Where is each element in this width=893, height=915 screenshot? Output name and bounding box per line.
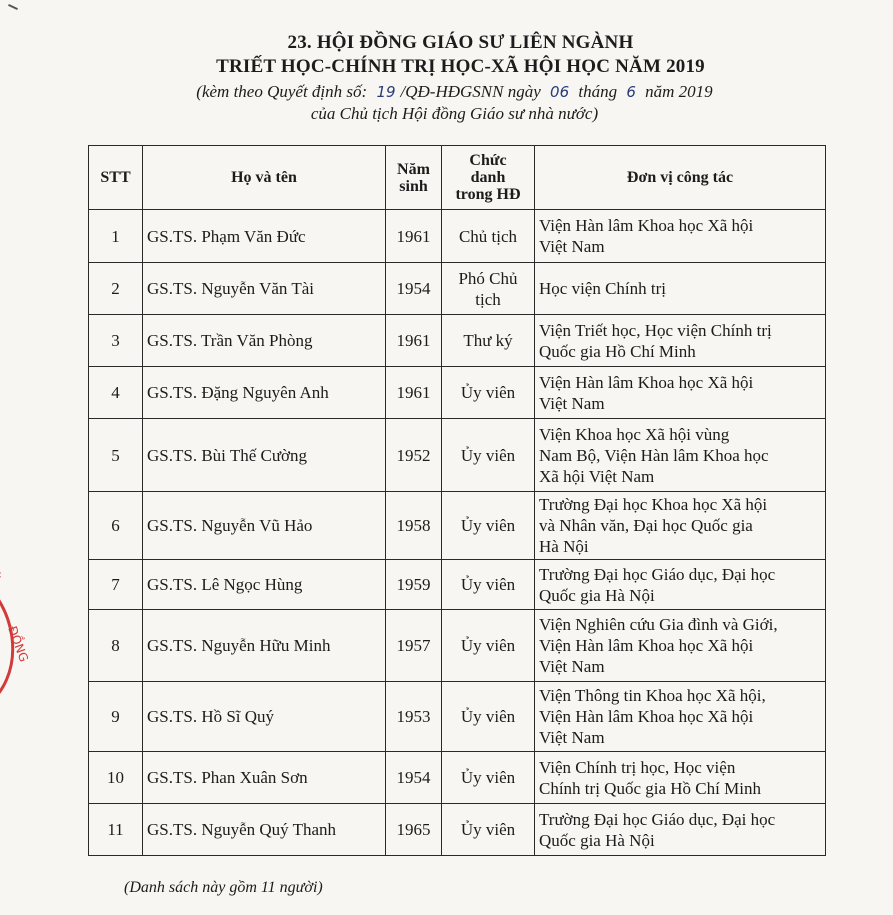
table-body xyxy=(89,210,826,856)
table-row xyxy=(89,367,826,419)
cell-name: GS.TS. Trần Văn Phòng xyxy=(143,315,386,367)
table-row xyxy=(89,315,826,367)
table-row xyxy=(89,210,826,263)
cell-birth-year: 1961 xyxy=(386,315,442,367)
org-line: Việt Nam xyxy=(539,237,605,256)
org-line: Viện Hàn lâm Khoa học Xã hội xyxy=(539,372,754,392)
decision-number: 19 xyxy=(376,83,396,101)
org-line: Trường Đại học Giáo dục, Đại học xyxy=(539,809,776,829)
cell-stt: 10 xyxy=(89,752,143,804)
cell-name: GS.TS. Hồ Sĩ Quý xyxy=(143,682,386,752)
table-row xyxy=(89,752,826,804)
scan-mark xyxy=(8,4,18,10)
seal-star-icon xyxy=(0,568,2,584)
cell-stt: 6 xyxy=(89,492,143,560)
table-row xyxy=(89,560,826,610)
decision-month: 6 xyxy=(626,83,636,101)
cell-stt: 3 xyxy=(89,315,143,367)
cell-role: Ủy viên xyxy=(442,752,535,804)
cell-name: GS.TS. Bùi Thế Cường xyxy=(143,419,386,492)
header-name: Họ và tên xyxy=(143,146,386,210)
council-subject: TRIẾT HỌC-CHÍNH TRỊ HỌC-XÃ HỘI HỌC NĂM 2019 xyxy=(216,56,705,77)
cell-role: Ủy viên xyxy=(442,610,535,682)
cell-role: Ủy viên xyxy=(442,560,535,610)
header-role-l3: trong HĐ xyxy=(455,186,521,203)
cell-org xyxy=(535,560,826,610)
cell-name: GS.TS. Nguyễn Quý Thanh xyxy=(143,804,386,856)
cell-org xyxy=(535,210,826,263)
cell-birth-year: 1961 xyxy=(386,210,442,263)
cell-role: Chủ tịch xyxy=(442,210,535,263)
header-birth-year-l2: sinh xyxy=(399,177,428,195)
cell-name: GS.TS. Phan Xuân Sơn xyxy=(143,752,386,804)
cell-stt: 1 xyxy=(89,210,143,263)
cell-name: GS.TS. Đặng Nguyên Anh xyxy=(143,367,386,419)
org-line: Viện Thông tin Khoa học Xã hội, xyxy=(539,686,766,705)
org-line: Viện Hàn lâm Khoa học Xã hội xyxy=(539,707,754,726)
cell-org xyxy=(535,419,826,492)
org-line: Trường Đại học Giáo dục, Đại học xyxy=(539,564,776,584)
cell-stt: 8 xyxy=(89,610,143,682)
decision-year: năm 2019 xyxy=(645,82,713,101)
org-line: Viện Hàn lâm Khoa học Xã hội xyxy=(539,636,754,655)
cell-role: Ủy viên xyxy=(442,419,535,492)
org-line: Viện Chính trị học, Học viện xyxy=(539,757,736,777)
cell-role: Ủy viên xyxy=(442,492,535,560)
cell-org xyxy=(535,315,826,367)
cell-org xyxy=(535,682,826,752)
cell-role: Thư ký xyxy=(442,315,535,367)
cell-birth-year: 1958 xyxy=(386,492,442,560)
council-members-table xyxy=(88,145,826,856)
decision-issuer: của Chủ tịch Hội đồng Giáo sư nhà nước) xyxy=(310,104,599,123)
decision-month-label: tháng xyxy=(578,82,618,101)
cell-org xyxy=(535,367,826,419)
org-line: Quốc gia Hà Nội xyxy=(539,585,655,605)
org-line: Viện Triết học, Học viện Chính trị xyxy=(539,320,772,340)
org-line: Xã hội Việt Nam xyxy=(539,466,655,486)
cell-birth-year: 1961 xyxy=(386,367,442,419)
decision-day: 06 xyxy=(550,83,570,101)
org-line: Viện Hàn lâm Khoa học Xã hội xyxy=(539,216,754,235)
cell-stt: 9 xyxy=(89,682,143,752)
decision-prefix: (kèm theo Quyết định số: xyxy=(196,82,368,101)
cell-name: GS.TS. Nguyễn Hữu Minh xyxy=(143,610,386,682)
table-row xyxy=(89,804,826,856)
table-row xyxy=(89,419,826,492)
org-line: Học viện Chính trị xyxy=(539,279,667,298)
cell-role: Phó Chủ tịch xyxy=(442,263,535,315)
table-header-row xyxy=(89,146,826,210)
cell-name: GS.TS. Nguyễn Vũ Hảo xyxy=(143,492,386,560)
org-line: Quốc gia Hồ Chí Minh xyxy=(539,341,696,361)
table-row xyxy=(89,263,826,315)
header-stt: STT xyxy=(89,146,143,210)
header-role xyxy=(442,146,535,210)
cell-name: GS.TS. Nguyễn Văn Tài xyxy=(143,263,386,315)
table-row xyxy=(89,682,826,752)
org-line: Việt Nam xyxy=(539,657,605,676)
cell-org xyxy=(535,492,826,560)
cell-birth-year: 1957 xyxy=(386,610,442,682)
org-line: Nam Bộ, Viện Hàn lâm Khoa học xyxy=(539,445,769,465)
cell-stt: 2 xyxy=(89,263,143,315)
cell-org xyxy=(535,752,826,804)
header-org: Đơn vị công tác xyxy=(535,146,826,210)
header-birth-year-l1: Năm xyxy=(397,160,430,178)
cell-role: Ủy viên xyxy=(442,367,535,419)
org-line: Trường Đại học Khoa học Xã hội xyxy=(539,495,768,514)
header-role-l1: Chức xyxy=(469,152,507,169)
decision-code: /QĐ-HĐGSNN ngày xyxy=(400,82,541,101)
cell-stt: 7 xyxy=(89,560,143,610)
cell-birth-year: 1952 xyxy=(386,419,442,492)
cell-stt: 4 xyxy=(89,367,143,419)
seal-text: ĐỒNG xyxy=(5,624,32,664)
cell-org xyxy=(535,804,826,856)
cell-birth-year: 1954 xyxy=(386,752,442,804)
org-line: Việt Nam xyxy=(539,728,605,747)
org-line: Hà Nội xyxy=(539,537,589,556)
cell-role: Ủy viên xyxy=(442,682,535,752)
org-line: Viện Nghiên cứu Gia đình và Giới, xyxy=(539,615,778,634)
cell-birth-year: 1965 xyxy=(386,804,442,856)
cell-birth-year: 1954 xyxy=(386,263,442,315)
header-birth-year xyxy=(386,146,442,210)
cell-birth-year: 1959 xyxy=(386,560,442,610)
org-line: Quốc gia Hà Nội xyxy=(539,830,655,850)
cell-name: GS.TS. Lê Ngọc Hùng xyxy=(143,560,386,610)
org-line: và Nhân văn, Đại học Quốc gia xyxy=(539,516,753,535)
org-line: Chính trị Quốc gia Hồ Chí Minh xyxy=(539,778,761,798)
cell-org xyxy=(535,610,826,682)
org-line: Việt Nam xyxy=(539,393,605,413)
red-seal-stamp xyxy=(0,560,50,720)
table-row xyxy=(89,610,826,682)
cell-stt: 5 xyxy=(89,419,143,492)
cell-birth-year: 1953 xyxy=(386,682,442,752)
cell-org xyxy=(535,263,826,315)
cell-stt: 11 xyxy=(89,804,143,856)
org-line: Viện Khoa học Xã hội vùng xyxy=(539,424,730,444)
table-row xyxy=(89,492,826,560)
council-title: 23. HỘI ĐỒNG GIÁO SƯ LIÊN NGÀNH xyxy=(287,32,634,53)
cell-name: GS.TS. Phạm Văn Đức xyxy=(143,210,386,263)
header-role-l2: danh xyxy=(470,169,506,186)
list-count-note: (Danh sách này gồm 11 người) xyxy=(124,879,323,896)
cell-role: Ủy viên xyxy=(442,804,535,856)
decision-reference xyxy=(8,82,893,102)
